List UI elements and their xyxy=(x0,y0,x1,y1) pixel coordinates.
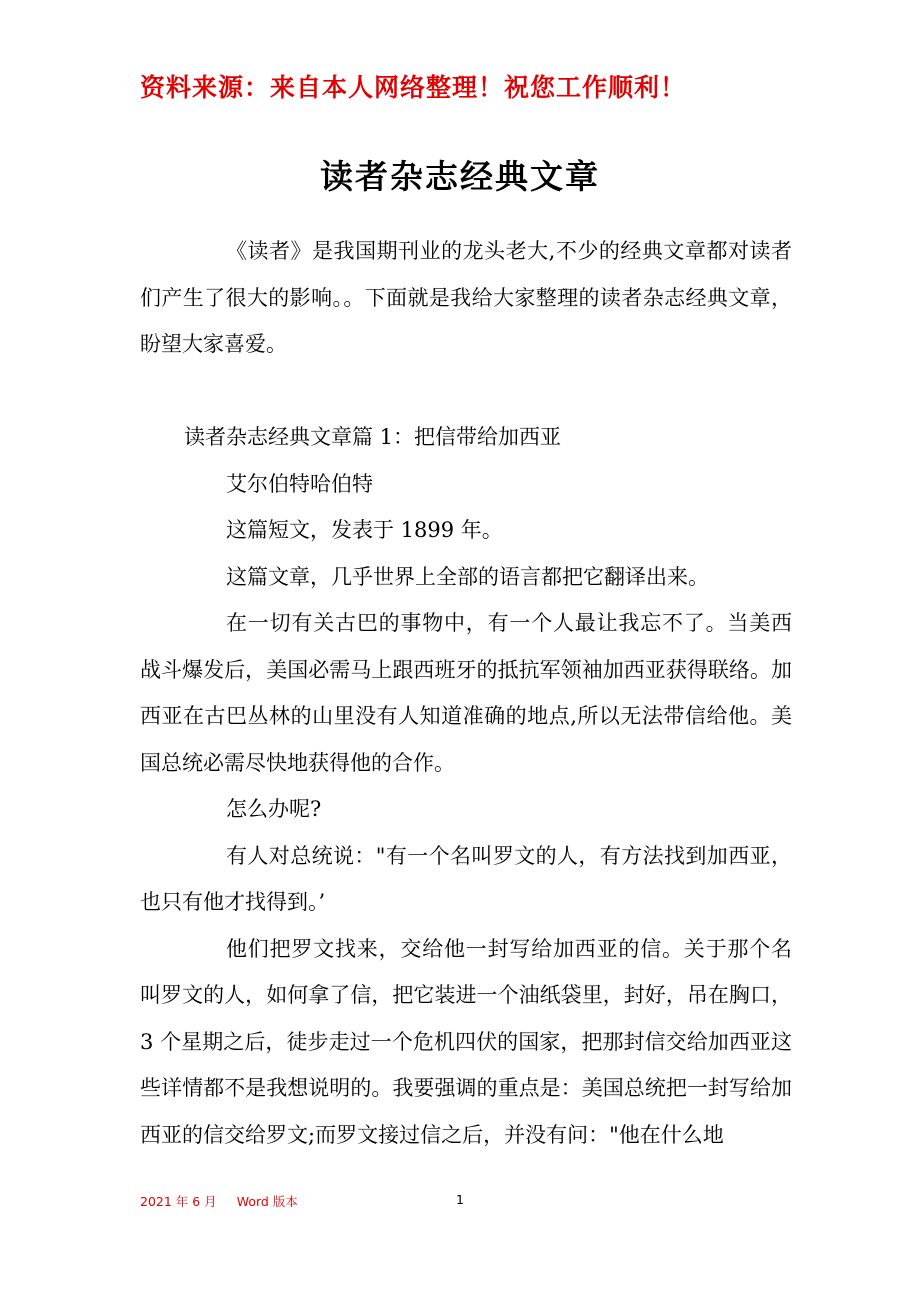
document-title: 读者杂志经典文章 xyxy=(320,157,600,196)
paragraph-rowan-suggestion: 有人对总统说："有一个名叫罗文的人，有方法找到加西亚，也只有他才找得到。’ xyxy=(140,843,792,914)
paragraph-question: 怎么办呢? xyxy=(226,797,322,821)
footer-version: Word 版本 xyxy=(236,1194,298,1209)
paragraph-rowan-letter: 他们把罗文找来，交给他一封写给加西亚的信。关于那个名叫罗文的人，如何拿了信，把它装进一个油纸袋里，封好，吊在胸口，3 个星期之后，徒步走过一个危机四伏的国家，把那封信交给加西亚这些详情都不是我想说明的。我要强调的重点是：美国总统把一封写给加西亚的信交给罗文;而罗文接过信之后，并没有问："他在什么地 xyxy=(140,936,792,1147)
article-author: 艾尔伯特哈伯特 xyxy=(226,471,373,496)
page-footer xyxy=(140,1192,298,1210)
paragraph-spacer xyxy=(140,368,792,415)
footer-date: 2021 年 6 月 xyxy=(140,1194,217,1209)
article-subheading: 读者杂志经典文章篇 1：把信带给加西亚 xyxy=(184,425,562,449)
source-note-header: 资料来源：来自本人网络整理！祝您工作顺利！ xyxy=(140,73,687,102)
paragraph-cuba: 在一切有关古巴的事物中，有一个人最让我忘不了。当美西战斗爆发后，美国必需马上跟西班牙的抵抗军领袖加西亚获得联络。加西亚在古巴丛林的山里没有人知道准确的地点,所以无法带信给他。美国总统必需尽快地获得他的合作。 xyxy=(140,611,792,775)
paragraph-translated: 这篇文章，几乎世界上全部的语言都把它翻译出来。 xyxy=(226,564,709,589)
page-number: 1 xyxy=(456,1192,464,1207)
paragraph-intro: 《读者》是我国期刊业的龙头老大,不少的经典文章都对读者们产生了很大的影响。。下面就是我给大家整理的读者杂志经典文章，盼望大家喜爱。 xyxy=(140,239,792,356)
document-body xyxy=(140,228,792,1158)
paragraph-published: 这篇短文，发表于 1899 年。 xyxy=(226,518,503,542)
